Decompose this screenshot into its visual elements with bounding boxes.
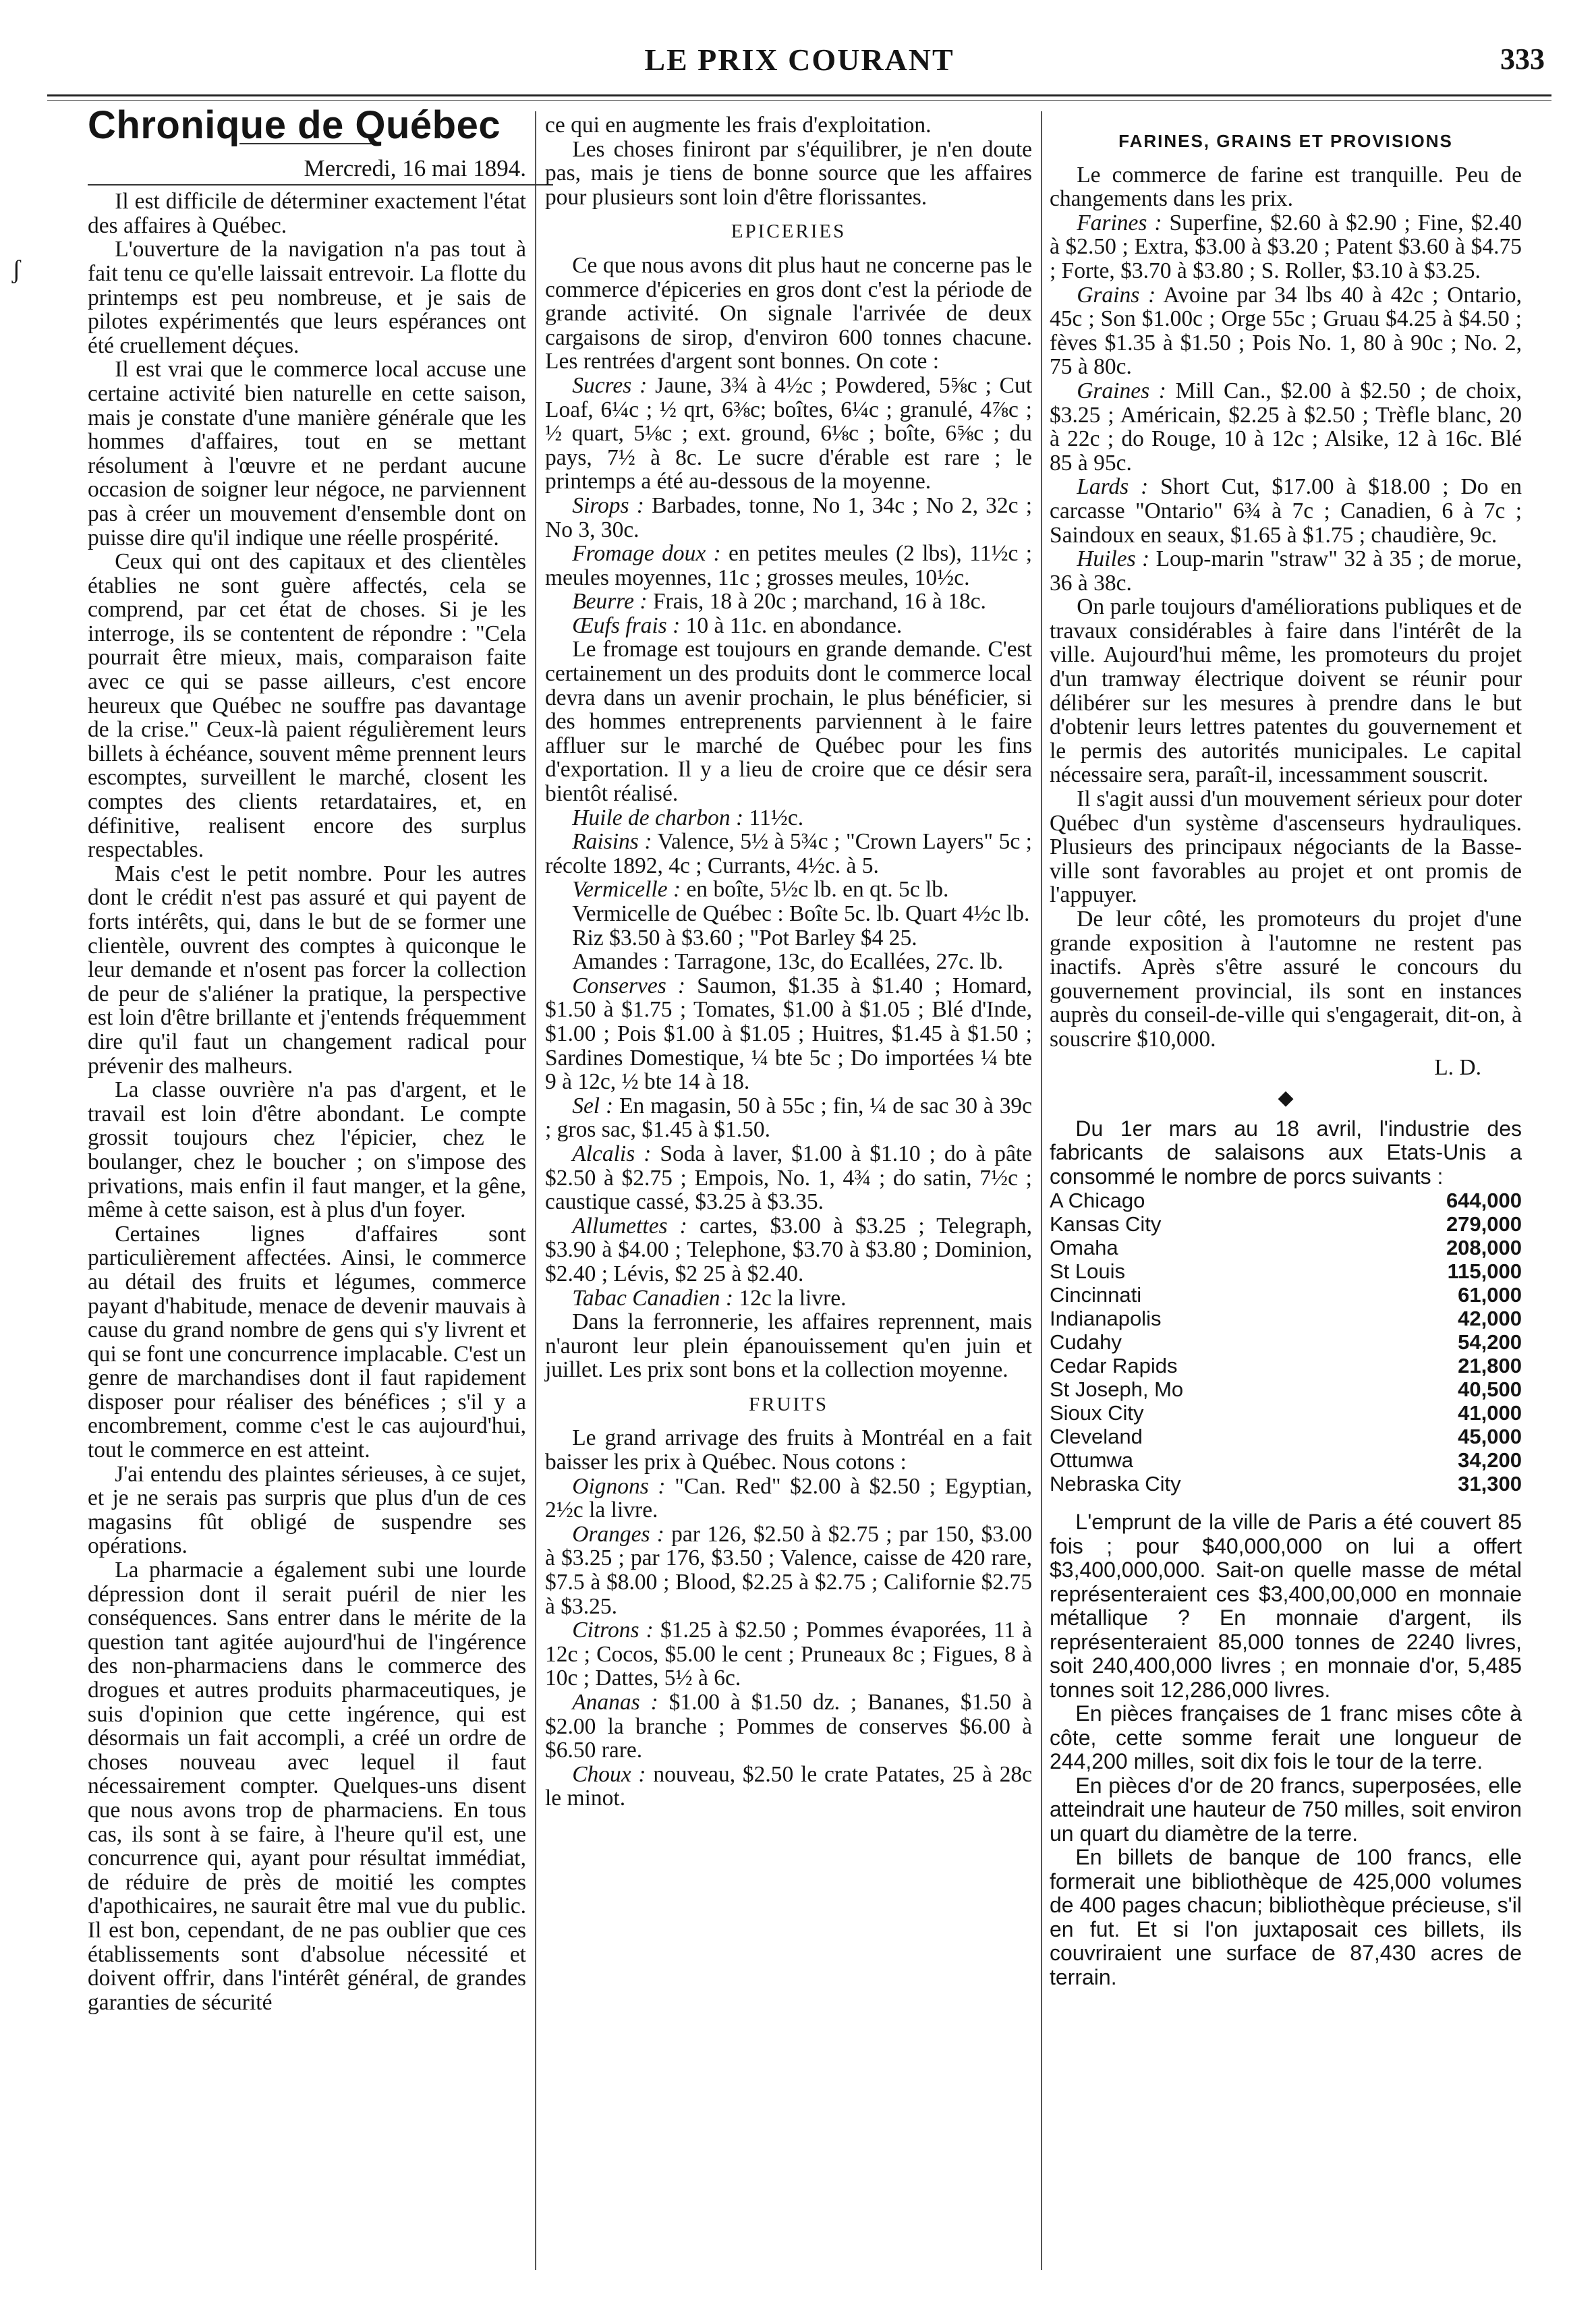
paragraph: L'ouverture de la navigation n'a pas tout à fait tenu ce qu'elle laissait entrevoir. La flotte du printemps est peu nombreuse, et je sais de pilotes expérimentés que leurs espérances ont été cruellement déçues. [88, 237, 526, 358]
count: 21,800 [1458, 1354, 1522, 1378]
header-rule [47, 94, 1551, 96]
column-chronique [88, 103, 526, 2015]
price-entry [545, 806, 1032, 830]
ornament-icon: ◆ [1278, 1087, 1294, 1110]
page-number: 333 [1500, 42, 1545, 76]
entry-label: Huiles : [1077, 546, 1150, 572]
price-entry: Amandes : Tarragone, 13c, do Ecallées, 27c. lb. [572, 949, 1004, 975]
section-heading-farines: FARINES, GRAINS ET PROVISIONS [1118, 131, 1453, 151]
entry-label: Sucres : [572, 372, 648, 398]
column-farines [1050, 113, 1522, 1989]
table-row [1050, 1283, 1522, 1307]
city: Cincinnati [1050, 1283, 1142, 1307]
paragraph: La classe ouvrière n'a pas d'argent, et le travail est loin d'être abondant. Le compte grossit toujours chez l'épicier, chez le boulanger, chez le boucher ; on s'impose des privations, mais enfin il faut manger, et la gêne, même à cette saison, est à plus d'un foyer. [88, 1077, 526, 1223]
count: 644,000 [1446, 1189, 1522, 1213]
table-row [1050, 1189, 1522, 1212]
city: St Joseph, Mo [1050, 1377, 1184, 1402]
paragraph: Il s'agit aussi d'un mouvement sérieux pour doter Québec d'un système d'ascenseurs hydrauliques. Plusieurs des principaux négociants de la Basse-ville sont favorables au projet et ont promis de l'appuyer. [1050, 787, 1522, 908]
paragraph: L'emprunt de la ville de Paris a été couvert 85 fois ; pour $40,000,000 on lui a offert $3,400,000,000. Sait-on quelle masse de métal représenteraient ces $3,400,00,000 en monnaie métallique ? En monnaie d'argent, ils représenteraient 85,000 tonnes de 2240 livres, soit 240,400,000 livres ; en monnaie d'or, 5,485 tonnes soit 12,286,000 livres. [1050, 1510, 1522, 1702]
price-entry [545, 1475, 1032, 1523]
entry-label: Sirops : [572, 492, 644, 518]
entry-value: $1.00 à $1.50 dz. ; Bananes, $1.50 à $2.00 la branche ; Pommes de conserves $6.00 à $6.50 rare. [545, 1690, 1033, 1763]
entry-label: Beurre : [572, 589, 648, 615]
count: 208,000 [1446, 1236, 1522, 1260]
price-entry [545, 1690, 1032, 1763]
table-row [1050, 1354, 1522, 1377]
entry-label: Oranges : [572, 1521, 664, 1547]
entry-value: $1.25 à $2.50 ; Pommes évaporées, 11 à 12c ; Cocos, $5.00 le cent ; Pruneaux 8c ; Figues, 8 à 10c ; Dattes, 5½ à 6c. [545, 1618, 1032, 1691]
entry-label: Ananas : [572, 1690, 658, 1715]
paragraph: Mais c'est le petit nombre. Pour les autres dont le crédit n'est pas assuré et qui payent de forts intérêts, qui, dans le but de se former une clientèle, ouvrent des comptes à quiconque le leur demande et n'osent pas forcer la collection de peur de s'aliéner la pratique, la perspective est loin d'être brillante et j'entends fréquemment dire qu'il faut un changement radical pour prévenir des malheurs. [88, 861, 526, 1079]
city: St Louis [1050, 1259, 1126, 1284]
column-divider-2 [1041, 111, 1042, 2270]
entry-label: Vermicelle : [572, 877, 681, 903]
paragraph: Le grand arrivage des fruits à Montréal en a fait baisser les prix à Québec. Nous cotons : [545, 1425, 1032, 1475]
entry-label: Œufs frais : [572, 613, 681, 638]
price-entry [545, 614, 1032, 638]
signature: L. D. [1434, 1054, 1481, 1080]
entry-label: Citrons : [572, 1618, 654, 1643]
count: 115,000 [1447, 1259, 1522, 1284]
entry-label: Sel : [572, 1093, 614, 1118]
entry-label: Fromage doux : [572, 541, 721, 567]
price-entry [545, 542, 1032, 590]
price-entry: Riz $3.50 à $3.60 ; "Pot Barley $4 25. [572, 925, 917, 950]
table-row [1050, 1330, 1522, 1354]
entry-value: Soda à laver, $1.00 à $1.10 ; do à pâte $2.50 à $2.75 ; Empois, No. 1, 4¾ ; do satin, 7½c ; caustique cassé, $3.25 à $3.35. [545, 1141, 1032, 1215]
entry-label: Oignons : [572, 1473, 666, 1499]
price-entry [1050, 547, 1522, 595]
entry-value: en petites meules (2 lbs), 11½c ; meules moyennes, 11c ; grosses meules, 10½c. [545, 541, 1033, 590]
price-entry [1050, 475, 1522, 547]
price-entry [545, 590, 1032, 614]
price-entry [545, 1763, 1032, 1811]
entry-value: Short Cut, $17.00 à $18.00 ; Do en carcasse "Ontario" 6¾ à 7c ; Canadien, 6 à 7c ; Saindoux en seaux, $1.65 à $1.75 ; chaudière, 9c. [1050, 474, 1522, 548]
entry-label: Tabac Canadien : [572, 1285, 734, 1311]
city: Indianapolis [1050, 1307, 1162, 1331]
entry-value: Avoine par 34 lbs 40 à 42c ; Ontario, 45c ; Son $1.00c ; Orge 55c ; Gruau $4.25 à $4.50 ; fèves $1.35 à $1.50 ; Pois No. 1, 80 à 90c ; No. 2, 75 à 80c. [1050, 282, 1522, 380]
paragraph: Le commerce de farine est tranquille. Peu de changements dans les prix. [1050, 162, 1522, 212]
entry-value: Frais, 18 à 20c ; marchand, 16 à 18c. [652, 589, 986, 615]
entry-value: En magasin, 50 à 55c ; fin, ¼ de sac 30 à 39c ; gros sac, $1.45 à $1.50. [545, 1093, 1032, 1143]
count: 42,000 [1458, 1307, 1522, 1331]
count: 31,300 [1458, 1472, 1522, 1496]
entry-value: Valence, 5½ à 5¾c ; "Crown Layers" 5c ; récolte 1892, 4c ; Currants, 4½c. à 5. [545, 829, 1032, 878]
entry-value: par 126, $2.50 à $2.75 ; par 150, $3.00 à $3.25 ; par 176, $3.50 ; Valence, caisse de 420 rare, $7.5 à $8.00 ; Blood, $2.25 à $2.75 ; Californie $2.75 à $3.25. [545, 1521, 1032, 1619]
city: Ottumwa [1050, 1448, 1134, 1473]
paragraph: En pièces d'or de 20 francs, superposées, elle atteindrait une hauteur de 750 milles, soit environ un quart du diamètre de la terre. [1050, 1773, 1522, 1846]
table-row [1050, 1448, 1522, 1472]
price-entry [545, 1094, 1032, 1142]
section-heading-fruits: FRUITS [749, 1393, 828, 1415]
table-row [1050, 1212, 1522, 1236]
paragraph: Ce que nous avons dit plus haut ne concerne pas le commerce d'épiceries en gros dont c'est la période de grande activité. On signale l'arrivée de deux cargaisons de sirop, d'environ 600 tonnes chacune. Les rentrées d'argent sont bonnes. On cote : [545, 252, 1032, 374]
paragraph: En pièces françaises de 1 franc mises côte à côte, cette somme ferait une longueur de 244,200 milles, soit dix fois le tour de la terre. [1050, 1701, 1522, 1774]
city: Cleveland [1050, 1425, 1143, 1449]
table-row [1050, 1259, 1522, 1283]
entry-label: Allumettes : [572, 1213, 687, 1239]
count: 279,000 [1446, 1212, 1522, 1236]
pork-table [1050, 1189, 1522, 1496]
price-entry [545, 1523, 1032, 1618]
paragraph: Les choses finiront par s'équilibrer, je n'en doute pas, mais je tiens de bonne source que les affaires pour plusieurs sont loin d'être florissantes. [545, 136, 1032, 210]
table-row [1050, 1307, 1522, 1330]
price-entry [545, 1214, 1032, 1286]
paragraph: Il est difficile de déterminer exactement l'état des affaires à Québec. [88, 189, 526, 238]
count: 61,000 [1458, 1283, 1522, 1307]
city: Sioux City [1050, 1401, 1144, 1425]
header-rule-thin [47, 100, 1551, 101]
table-row [1050, 1377, 1522, 1401]
entry-value: en boîte, 5½c lb. en qt. 5c lb. [686, 877, 949, 903]
paragraph: ce qui en augmente les frais d'exploitation. [545, 113, 932, 138]
price-entry [545, 830, 1032, 878]
entry-label: Grains : [1077, 282, 1156, 308]
journal-title: LE PRIX COURANT [644, 42, 954, 77]
article-title: Chronique de Québec [88, 103, 501, 147]
city: Nebraska City [1050, 1472, 1181, 1496]
margin-mark: ʃ [12, 256, 21, 284]
entry-value: nouveau, $2.50 le crate Patates, 25 à 28c le minot. [545, 1761, 1032, 1811]
entry-label: Raisins : [572, 829, 652, 855]
table-row [1050, 1472, 1522, 1496]
column-divider-1 [535, 111, 536, 2270]
price-entry [1050, 379, 1522, 475]
entry-label: Graines : [1077, 378, 1166, 403]
paragraph: On parle toujours d'améliorations publiques et de travaux considérables à faire dans l'intérêt de la ville. Aujourd'hui même, les promoteurs du projet d'un tramway électrique doivent se réunir pour délibérer sur les mesures à prendre dans le but d'obtenir leurs lettres patentes du gouvernement et le permis des autorités municipales. Le capital nécessaire sera, paraît-il, incessamment souscrit. [1050, 594, 1522, 788]
price-entry [1050, 283, 1522, 379]
paragraph: De leur côté, les promoteurs du projet d'une grande exposition à l'automne ne restent pas inactifs. Après s'être assuré le concours du gouvernement provincial, ils sont en instances auprès du conseil-de-ville qui s'engagerait, dit-on, à souscrire $10,000. [1050, 907, 1522, 1052]
entry-label: Choux : [572, 1761, 646, 1787]
column-epiceries [545, 113, 1032, 1811]
price-entry [545, 1286, 1032, 1311]
entry-value: Saumon, $1.35 à $1.40 ; Homard, $1.50 à $1.75 ; Tomates, $1.00 à $1.05 ; Blé d'Inde, $1.00 ; Pois $1.00 à $1.05 ; Huitres, $1.45 à $1.50 ; Sardines Domestique, ¼ bte 5c ; Do importées ¼ bte 9 à 12c, ½ bte 14 à 18. [545, 973, 1033, 1095]
entry-label: Alcalis : [572, 1141, 652, 1166]
paragraph: Dans la ferronnerie, les affaires reprennent, mais n'auront leur plein épanouissement qu'en juin et juillet. Les prix sont bons et la collection moyenne. [545, 1309, 1032, 1383]
price-entry [545, 1142, 1032, 1214]
date-rule [88, 184, 553, 186]
count: 34,200 [1458, 1448, 1522, 1473]
entry-value: 12c la livre. [739, 1285, 847, 1311]
price-entry [545, 494, 1032, 542]
city: Cudahy [1050, 1330, 1122, 1355]
entry-value: Loup-marin "straw" 32 à 35 ; de morue, 36 à 38c. [1050, 546, 1522, 596]
city: A Chicago [1050, 1189, 1145, 1213]
price-entry [545, 1618, 1032, 1690]
paragraph: Du 1er mars au 18 avril, l'industrie des fabricants de salaisons aux Etats-Unis a consommé le nombre de porcs suivants : [1050, 1116, 1522, 1189]
table-row [1050, 1236, 1522, 1259]
city: Cedar Rapids [1050, 1354, 1178, 1378]
entry-label: Huile de charbon : [572, 805, 744, 830]
paragraph: Ceux qui ont des capitaux et des clientèles établies ne sont guère affectés, cela se comprend, par cet état de choses. Si je les interroge, ils se contentent de répondre : "Cela pourrait être mieux, mais, comparaison faite avec ce qui se passe ailleurs, c'est encore heureux que Québec ne souffre pas davantage de la crise." Ceux-là paient régulièrement leurs billets à échéance, souvent même prennent leurs escomptes, surveillent le marché, closent les comptes des clients retardataires, et, en définitive, realisent encore des surplus respectables. [88, 549, 526, 863]
city: Kansas City [1050, 1212, 1162, 1236]
paragraph: La pharmacie a également subi une lourde dépression dont il serait puéril de nier les conséquences. Sans entrer dans le mérite de la question tant agitée aujourd'hui de l'ingérence des non-pharmaciens dans le commerce des drogues et autres produits pharmaceutiques, je suis d'opinion que cette ingérence, qui est désormais un fait accompli, a créé un ordre de choses nouveau avec lequel il faut nécessairement compter. Quelques-uns disent que nous avons trop de pharmaciens. En tous cas, ils sont à se faire, à l'heure qu'il est, une concurrence qui, ayant pour résultat immédiat, de réduire de près de moitié les comptes d'apothicaires, ne saurait être mal vue du public. Il est bon, cependant, de ne pas oublier que ces établissements sont d'absolue nécessité et doivent offrir, dans l'intérêt général, de grandes garanties de sécurité [88, 1558, 526, 2015]
price-entry [545, 974, 1032, 1094]
entry-value: Barbades, tonne, No 1, 34c ; No 2, 32c ; No 3, 30c. [545, 492, 1033, 542]
entry-value: 10 à 11c. en abondance. [685, 613, 903, 638]
entry-label: Conserves : [572, 973, 686, 998]
entry-value: "Can. Red" $2.00 à $2.50 ; Egyptian, 2½c la livre. [545, 1473, 1032, 1523]
entry-value: Superfine, $2.60 à $2.90 ; Fine, $2.40 à $2.50 ; Extra, $3.00 à $3.20 ; Patent $3.60 à $4.75 ; Forte, $3.70 à $3.80 ; S. Roller, $3.10 à $3.25. [1050, 210, 1522, 283]
entry-label: Lards : [1077, 474, 1149, 500]
count: 54,200 [1458, 1330, 1522, 1355]
count: 40,500 [1458, 1377, 1522, 1402]
table-row [1050, 1401, 1522, 1425]
paragraph: Le fromage est toujours en grande demande. C'est certainement un des produits dont le commerce local devra dans un avenir prochain, le plus bénéficier, si des hommes entreprenents parviennent à le faire affluer sur le marché de Québec pour les fins d'exportation. Il y a lieu de croire que ce désir sera bientôt réalisé. [545, 637, 1032, 807]
city: Omaha [1050, 1236, 1118, 1260]
page-header [47, 42, 1551, 82]
price-entry [545, 878, 1032, 902]
price-entry [545, 374, 1032, 494]
paragraph: En billets de banque de 100 francs, elle formerait une bibliothèque de 425,000 volumes de 400 pages chacun; bibliothèque précieuse, s'il en fut. Et si l'on juxtaposait ces billets, ils couvriraient une surface de 87,430 acres de terrain. [1050, 1845, 1522, 1989]
entry-label: Farines : [1077, 210, 1162, 235]
entry-value: Jaune, 3¾ à 4½c ; Powdered, 5⅝c ; Cut Loaf, 6¼c ; ½ qrt, 6⅜c; boîtes, 6¼c ; granulé, 4⅞c ; ½ quart, 5⅛c ; ext. ground, 6⅛c ; boîte, 6⅝c ; du pays, 7½ à 8c. Le sucre d'érable est rare ; le printemps a été au-dessous de la moyenne. [545, 372, 1032, 494]
article-date: Mercredi, 16 mai 1894. [304, 154, 526, 181]
paragraph: Il est vrai que le commerce local accuse une certaine activité bien naturelle en cette saison, mais je constate d'une manière générale que les hommes d'affaires, tout en se mettant résolument à l'œuvre et ne perdant aucune occasion de soigner leur négoce, ne parviennent pas à créer un mouvement d'ensemble dont on puisse dire qu'il indique une réelle prospérité. [88, 357, 526, 550]
entry-value: cartes, $3.00 à $3.25 ; Telegraph, $3.90 à $4.00 ; Telephone, $3.70 à $3.80 ; Dominion, $2.40 ; Lévis, $2 25 à $2.40. [545, 1213, 1032, 1286]
table-row [1050, 1425, 1522, 1448]
price-entry [1050, 211, 1522, 283]
entry-value: 11½c. [749, 805, 804, 830]
entry-value: Mill Can., $2.00 à $2.50 ; de choix, $3.25 ; Américain, $2.25 à $2.50 ; Trèfle blanc, 20 à 22c ; do Rouge, 10 à 12c ; Alsike, 12 à 16c. Blé 85 à 95c. [1050, 378, 1522, 476]
paragraph: J'ai entendu des plaintes sérieuses, à ce sujet, et je ne serais pas surpris que plus d'un de ces magasins fût obligé de suspendre ses opérations. [88, 1461, 526, 1559]
section-heading-epiceries: EPICERIES [731, 221, 847, 243]
paragraph: Certaines lignes d'affaires sont particulièrement affectées. Ainsi, le commerce au détail des fruits et légumes, commerce payant d'habitude, menace de devenir mauvais à cause du grand nombre de gens qui s'y livrent et qui se font une concurrence implacable. C'est un genre de marchandises dont il faut rapidement disposer pour réaliser des bénéfices ; s'il y a encombrement, comme c'est le cas aujourd'hui, tout le commerce en est atteint. [88, 1221, 526, 1463]
count: 45,000 [1458, 1425, 1522, 1449]
count: 41,000 [1458, 1401, 1522, 1425]
price-entry: Vermicelle de Québec : Boîte 5c. lb. Quart 4½c lb. [572, 901, 1030, 926]
